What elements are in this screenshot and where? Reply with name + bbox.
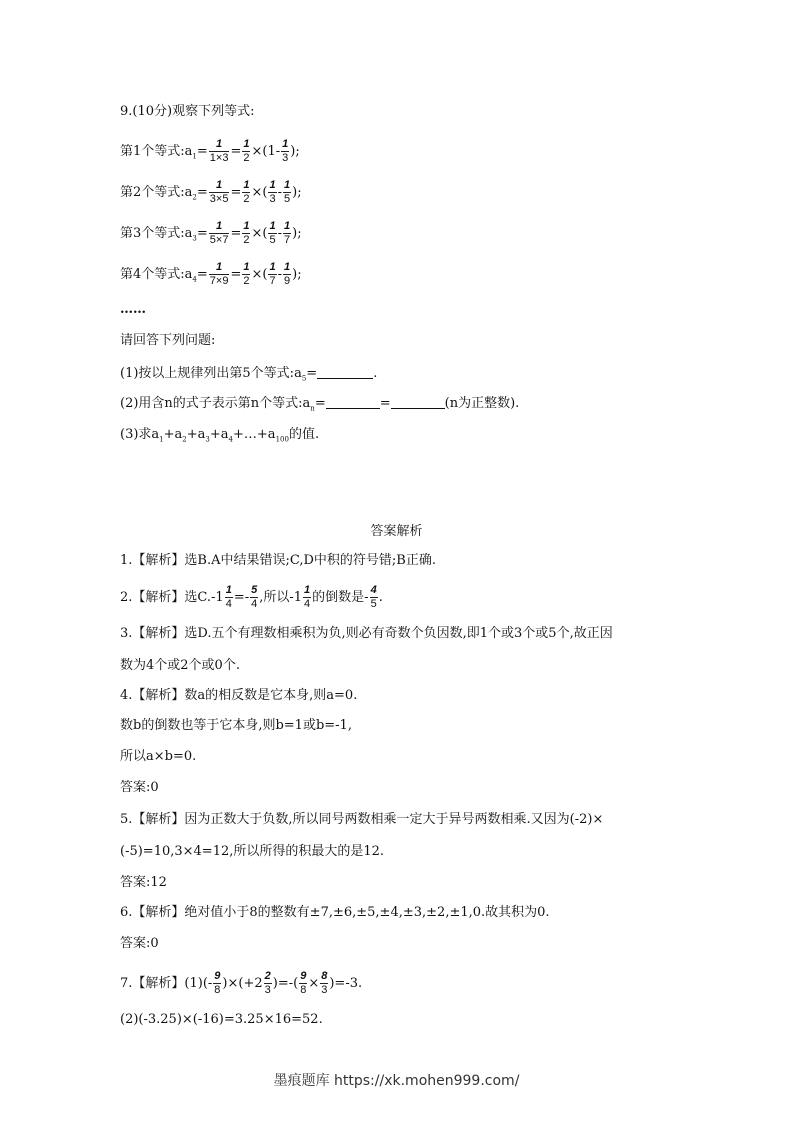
answer-4d: 答案:0 — [120, 780, 159, 795]
equation-2: 第2个等式$:a_2=$ $\frac{1}{3\times 5}$ = $\frac{1}{2}$ ×( $\frac{1}{3}$ - $\frac{1}{5}$ ); — [120, 179, 302, 205]
prompt: 请回答下列问题: — [120, 333, 216, 348]
answer-4b: 数b的倒数也等于它本身,则b=1或b=-1, — [120, 718, 352, 733]
question-9-title: 9.(10分)观察下列等式: — [120, 104, 255, 119]
answer-3b: 数为4个或2个或0个. — [120, 658, 240, 673]
answer-6a: 6.【解析】绝对值小于8的整数有±7,±6,±5,±4,±3,±2,±1,0.故其积为0. — [120, 905, 550, 920]
footer-watermark: 墨痕题库 https://xk.mohen999.com/ — [273, 1073, 520, 1089]
answer-2: 2.【解析】选C.-1 $\frac{1}{4}$ =- $\frac{5}{4}$ ,所以-1 $\frac{1}{4}$ 的倒数是- $\frac{4}{5}$ . — [120, 584, 383, 610]
part-1: (1)按以上规律列出第5个等式$:a_5=$ . — [120, 366, 378, 383]
answer-6b: 答案:0 — [120, 936, 159, 951]
part-3: (3)求$a_1+a_2+a_3+a_4+\dots+a_{100}$的值. — [120, 427, 320, 444]
equation-4: 第4个等式$:a_4=$ $\frac{1}{7\times 9}$ = $\frac{1}{2}$ ×( $\frac{1}{7}$ - $\frac{1}{9}$ ); — [120, 261, 302, 287]
part-2: (2)用含n的式子表示第n个等式$:a_n= = (n$为正整数). — [120, 396, 520, 413]
equation-3: 第3个等式$:a_3=$ $\frac{1}{5\times 7}$ = $\frac{1}{2}$ ×( $\frac{1}{5}$ - $\frac{1}{7}$ ); — [120, 220, 302, 246]
answer-4a: 4.【解析】数a的相反数是它本身,则a=0. — [120, 688, 358, 703]
answers-title: 答案解析 — [370, 524, 423, 539]
answer-5a: 5.【解析】因为正数大于负数,所以同号两数相乘一定大于异号两数相乘.又因为(-2)× — [120, 812, 604, 827]
ellipsis: …… — [120, 302, 146, 317]
answer-1: 1.【解析】选B.A中结果错误;C,D中积的符号错;B正确. — [120, 553, 436, 568]
answer-5c: 答案:12 — [120, 875, 167, 890]
answer-4c: 所以a×b=0. — [120, 749, 197, 764]
equation-1: 第1个等式$:a_1=$ $\frac{1}{1\times 3}$ = $\frac{1}{2}$ ×(1- $\frac{1}{3}$ ); — [120, 138, 300, 164]
answer-7b: (2)(-3.25)×(-16)=3.25×16=52. — [120, 1012, 323, 1027]
answer-3a: 3.【解析】选D.五个有理数相乘积为负,则必有奇数个负因数,即1个或3个或5个,故正因 — [120, 626, 613, 641]
answer-5b: (-5)=10,3×4=12,所以所得的积最大的是12. — [120, 844, 385, 859]
answer-7a: 7.【解析】(1)(- $\frac{9}{8}$ )×(+2 $\frac{2}{3}$ )=-( $\frac{9}{8}$ × $\frac{8}{3}$ )=-3. — [120, 970, 363, 996]
